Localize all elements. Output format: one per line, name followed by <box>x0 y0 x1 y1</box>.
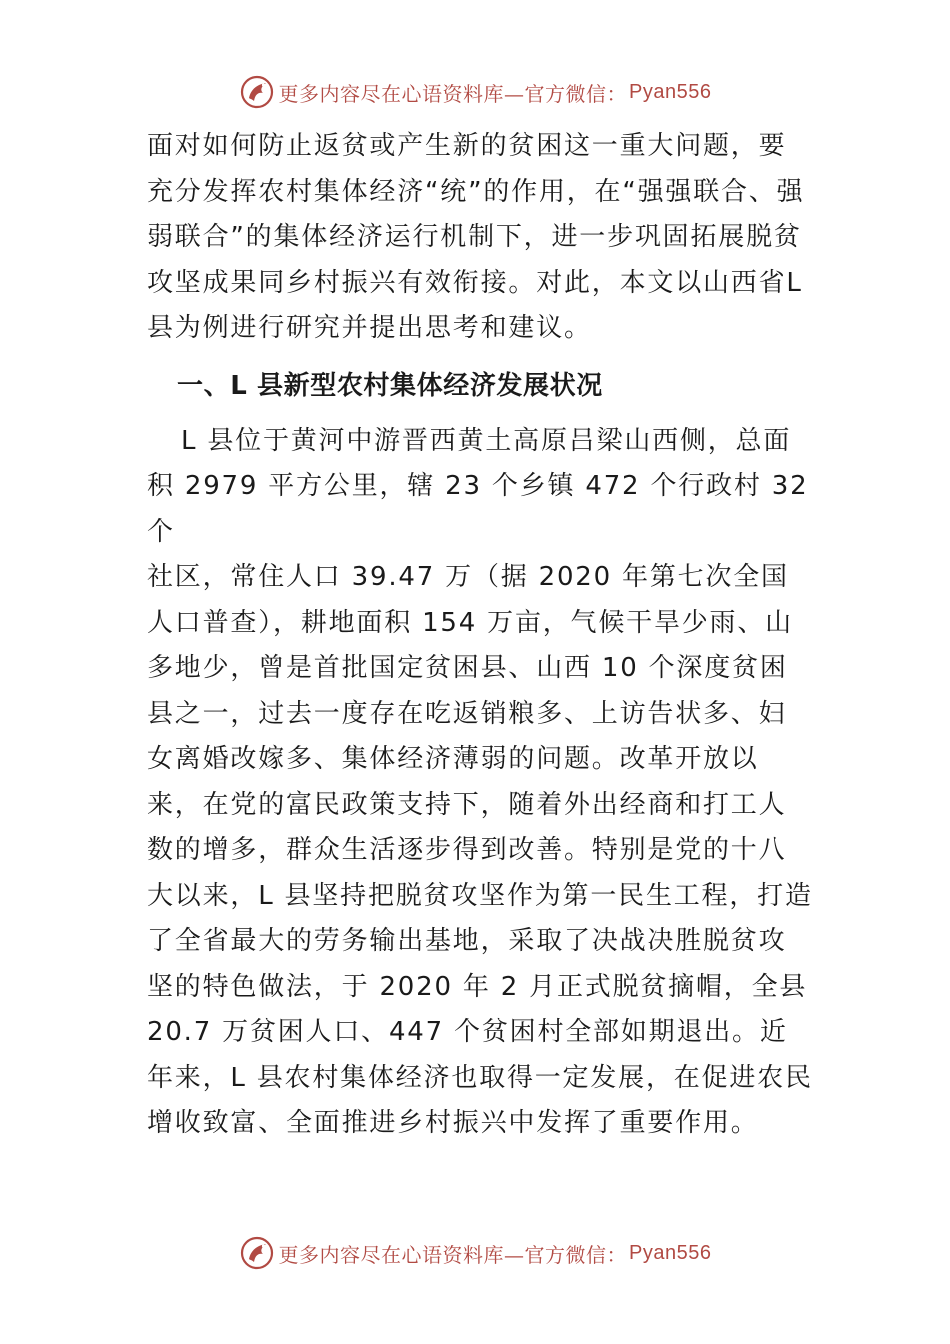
watermark-wechat-id: Pyan556 <box>629 80 712 103</box>
phoenix-logo-icon <box>239 1235 275 1271</box>
watermark-footer <box>0 1231 950 1275</box>
intro-paragraph: 面对如何防止返贫或产生新的贫困这一重大问题，要充分发挥农村集体经济“统”的作用，在“强强联合、强弱联合”的集体经济运行机制下，进一步巩固拓展脱贫攻坚成果同乡村振兴有效衔接。对此，本文以山西省L 县为例进行研究并提出思考和建议。 <box>147 131 805 343</box>
document-body <box>147 124 813 1147</box>
phoenix-logo-icon <box>239 74 275 110</box>
watermark-text: 更多内容尽在心语资料库—官方微信： <box>278 1242 628 1267</box>
body-paragraph-part2: 社区，常住人口 39.47 万（据 2020 年第七次全国人口普查），耕地面积 154 万亩，气候干旱少雨、山多地少，曾是首批国定贫困县、山西 10 个深度贫困县之一，过去一度存在吃返销粮多、上访告状多、妇女离婚改嫁多、集体经济薄弱的问题。改革开放以来，在党的富民政策支持下，随着外出经商和打工人数的增多，群众生活逐步得到改善。特别是党的十八大以来，L 县坚持把脱贫攻坚作为第一民生工程，打造了全省最大的劳务输出基地，采取了决战决胜脱贫攻坚的特色做法，于 2020 年 2 月正式脱贫摘帽，全县20.7 万贫困人口、447 个贫困村全部如期退出。近年来，L 县农村集体经济也取得一定发展，在促进农民增收致富、全面推进乡村振兴中发挥了重要作用。 <box>147 562 813 1138</box>
watermark-wechat-id: Pyan556 <box>629 1241 712 1264</box>
body-paragraph-part1: L 县位于黄河中游晋西黄土高原吕梁山西侧，总面积 2979 平方公里，辖 23 个乡镇 472 个行政村 32 个 <box>147 425 809 547</box>
watermark-text: 更多内容尽在心语资料库—官方微信： <box>278 81 628 106</box>
section-heading: 一、L 县新型农村集体经济发展状况 <box>177 370 603 401</box>
watermark-header <box>0 70 950 114</box>
